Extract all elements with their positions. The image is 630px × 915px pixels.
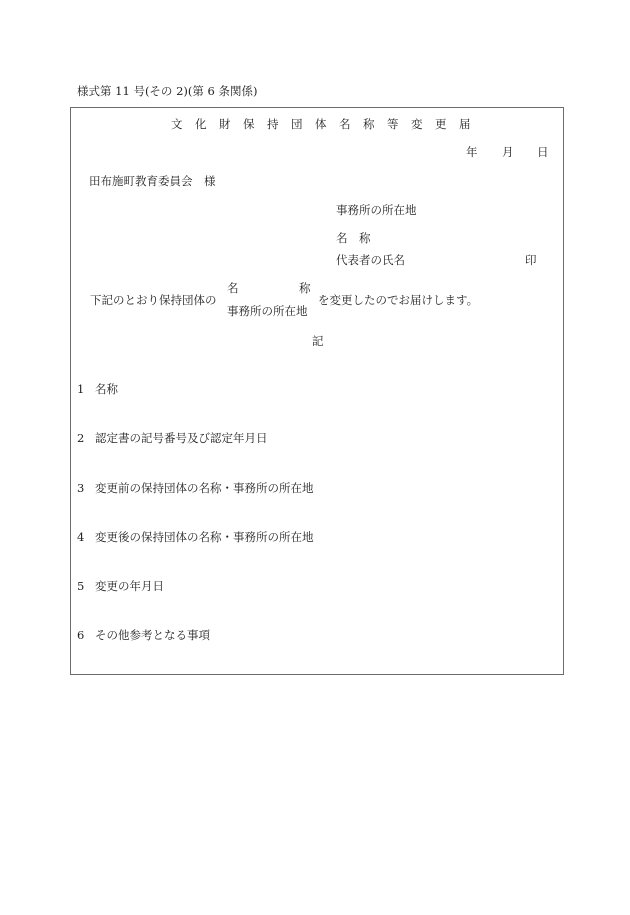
item-number: 2 [77,431,85,445]
item-label: 変更の年月日 [95,579,164,593]
item-number: 6 [77,628,85,642]
item-row [77,382,118,396]
date-month: 月 [502,145,514,159]
title-char: 財 [219,117,231,131]
applicant-representative-label: 代表者の氏名 [336,253,405,267]
item-label: 変更前の保持団体の名称・事務所の所在地 [95,481,314,495]
item-number: 1 [77,382,85,396]
item-row [77,628,210,642]
seal-label: 印 [525,253,537,267]
title-char: 称 [363,117,375,131]
title-char: 更 [435,117,447,131]
item-row [77,481,314,495]
item-label: その他参考となる事項 [95,628,210,642]
item-number: 3 [77,481,85,495]
title-char: 名 [339,117,351,131]
title-char: 届 [459,117,471,131]
title-char: 文 [171,117,183,131]
statement-option-name-left: 名 [227,281,239,295]
form-title [171,117,483,131]
item-number: 5 [77,579,85,593]
item-label: 変更後の保持団体の名称・事務所の所在地 [95,530,314,544]
title-char: 化 [195,117,207,131]
statement-prefix: 下記のとおり保持団体の [90,293,217,307]
item-label: 名称 [95,382,118,396]
form-number-label: 様式第 11 号(その 2)(第 6 条関係) [77,84,258,98]
title-char: 保 [243,117,255,131]
statement-option-name-right: 称 [299,281,311,295]
applicant-address-label: 事務所の所在地 [336,203,417,217]
title-char: 等 [387,117,399,131]
title-char: 持 [267,117,279,131]
item-row [77,530,314,544]
title-char: 団 [291,117,303,131]
applicant-name-label: 名 称 [336,231,371,245]
title-char: 変 [411,117,423,131]
item-label: 認定書の記号番号及び認定年月日 [95,431,268,445]
date-day: 日 [537,145,549,159]
title-char: 体 [315,117,327,131]
item-row [77,579,164,593]
addressee: 田布施町教育委員会 様 [89,174,216,188]
statement-suffix: を変更したのでお届けします。 [318,293,479,307]
date-year: 年 [466,145,478,159]
ki-heading: 記 [312,334,324,348]
item-number: 4 [77,530,85,544]
item-row [77,431,268,445]
statement-option-address: 事務所の所在地 [227,304,308,318]
